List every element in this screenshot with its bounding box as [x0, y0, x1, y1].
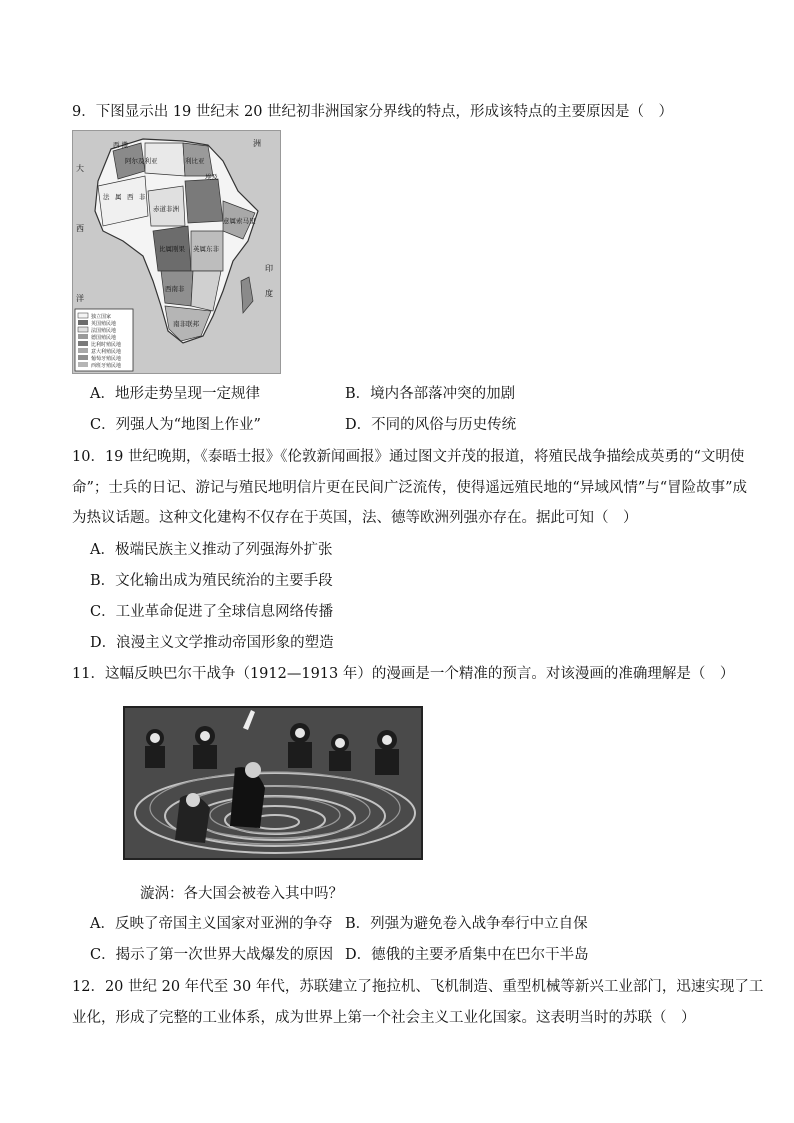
map-label-fei: 非 [139, 193, 146, 201]
africa-map-svg [73, 131, 280, 373]
map-label-libya: 利比亚 [185, 157, 205, 165]
map-label-southwest: 西南非 [165, 285, 185, 293]
map-legend-spanish: 西班牙殖民地 [91, 363, 122, 369]
q9-stem: 9．下图显示出 19 世纪末 20 世纪初非洲国家分界线的特点，形成该特点的主要原因是（ ） [72, 104, 674, 120]
q9-option-b[interactable]: B．境内各部落冲突的加剧 [345, 386, 516, 402]
map-label-da: 大 [76, 164, 84, 173]
map-label-algeria: 阿尔及利亚 [125, 157, 158, 165]
q11-stem: 11．这幅反映巴尔干战争（1912—1913 年）的漫画是一个精准的预言。对该漫画的准确理解是（ ） [72, 666, 735, 682]
map-legend-belgian: 比利时殖民地 [91, 342, 122, 348]
q11-option-d[interactable]: D．德俄的主要矛盾集中在巴尔干半岛 [345, 947, 589, 963]
q10-stem-line-3: 为热议话题。这种文化建构不仅存在于英国，法、德等欧洲列强亦存在。据此可知（ ） [72, 510, 638, 526]
q9-option-a[interactable]: A．地形走势呈现一定规律 [90, 386, 260, 402]
map-label-belgian-congo: 比属刚果 [159, 245, 185, 253]
q10-option-a[interactable]: A．极端民族主义推动了列强海外扩张 [90, 542, 333, 558]
q10-option-d[interactable]: D．浪漫主义文学推动帝国形象的塑造 [90, 635, 334, 651]
africa-map-image [72, 130, 281, 374]
map-label-yang: 洋 [76, 294, 84, 303]
balkan-cartoon-image [123, 706, 423, 860]
map-legend-independent: 独立国家 [91, 314, 112, 320]
map-legend-german: 德国殖民地 [91, 335, 117, 341]
balkan-cartoon-svg [125, 708, 421, 858]
map-label-british-east: 英属东非 [193, 245, 219, 253]
map-legend-british: 英国殖民地 [91, 321, 117, 327]
q10-stem-line-2: 命”；士兵的日记、游记与殖民地明信片更在民间广泛流传，使得遥远殖民地的“异域风情”与“冒险故事”成 [72, 480, 748, 496]
q9-option-c[interactable]: C．列强人为“地图上作业” [90, 417, 261, 433]
map-label-xi: 西 [76, 224, 84, 233]
map-label-fa: 法 [103, 193, 110, 201]
map-legend-portuguese: 葡萄牙殖民地 [91, 356, 122, 362]
map-label-xi2: 西 [127, 193, 134, 201]
map-label-west-sahara: 西 撒 [113, 141, 129, 149]
q11-cartoon-caption: 漩涡：各大国会被卷入其中吗？ [140, 886, 343, 902]
q11-option-a[interactable]: A．反映了帝国主义国家对亚洲的争夺 [90, 916, 333, 932]
map-label-yin: 印 [265, 264, 273, 273]
map-label-shu: 属 [115, 193, 122, 201]
q10-option-b[interactable]: B．文化输出成为殖民统治的主要手段 [90, 573, 333, 589]
map-label-equatorial: 赤道非洲 [153, 205, 179, 213]
q12-stem-line-1: 12．20 世纪 20 年代至 30 年代，苏联建立了拖拉机、飞机制造、重型机械等新兴工业部门，迅速实现了工 [72, 979, 764, 995]
map-legend-italian: 意大利殖民地 [91, 349, 122, 355]
map-label-egypt: 埃及 [205, 173, 218, 181]
map-label-south-africa: 南非联邦 [173, 320, 199, 328]
q9-option-d[interactable]: D．不同的风俗与历史传统 [345, 417, 517, 433]
q12-stem-line-2: 业化，形成了完整的工业体系，成为世界上第一个社会主义工业化国家。这表明当时的苏联（ ） [72, 1010, 696, 1026]
map-label-zhou: 洲 [253, 139, 261, 148]
map-label-italian-somali: 意属索马里 [223, 217, 256, 225]
q11-option-b[interactable]: B．列强为避免卷入战争奉行中立自保 [345, 916, 588, 932]
map-legend-french: 法国殖民地 [91, 328, 117, 334]
q10-stem-line-1: 10．19 世纪晚期，《泰晤士报》《伦敦新闻画报》通过图文并茂的报道，将殖民战争描绘成英勇的“文明使 [72, 449, 745, 465]
map-label-du: 度 [265, 289, 273, 298]
q11-option-c[interactable]: C．揭示了第一次世界大战爆发的原因 [90, 947, 334, 963]
q10-option-c[interactable]: C．工业革命促进了全球信息网络传播 [90, 604, 334, 620]
